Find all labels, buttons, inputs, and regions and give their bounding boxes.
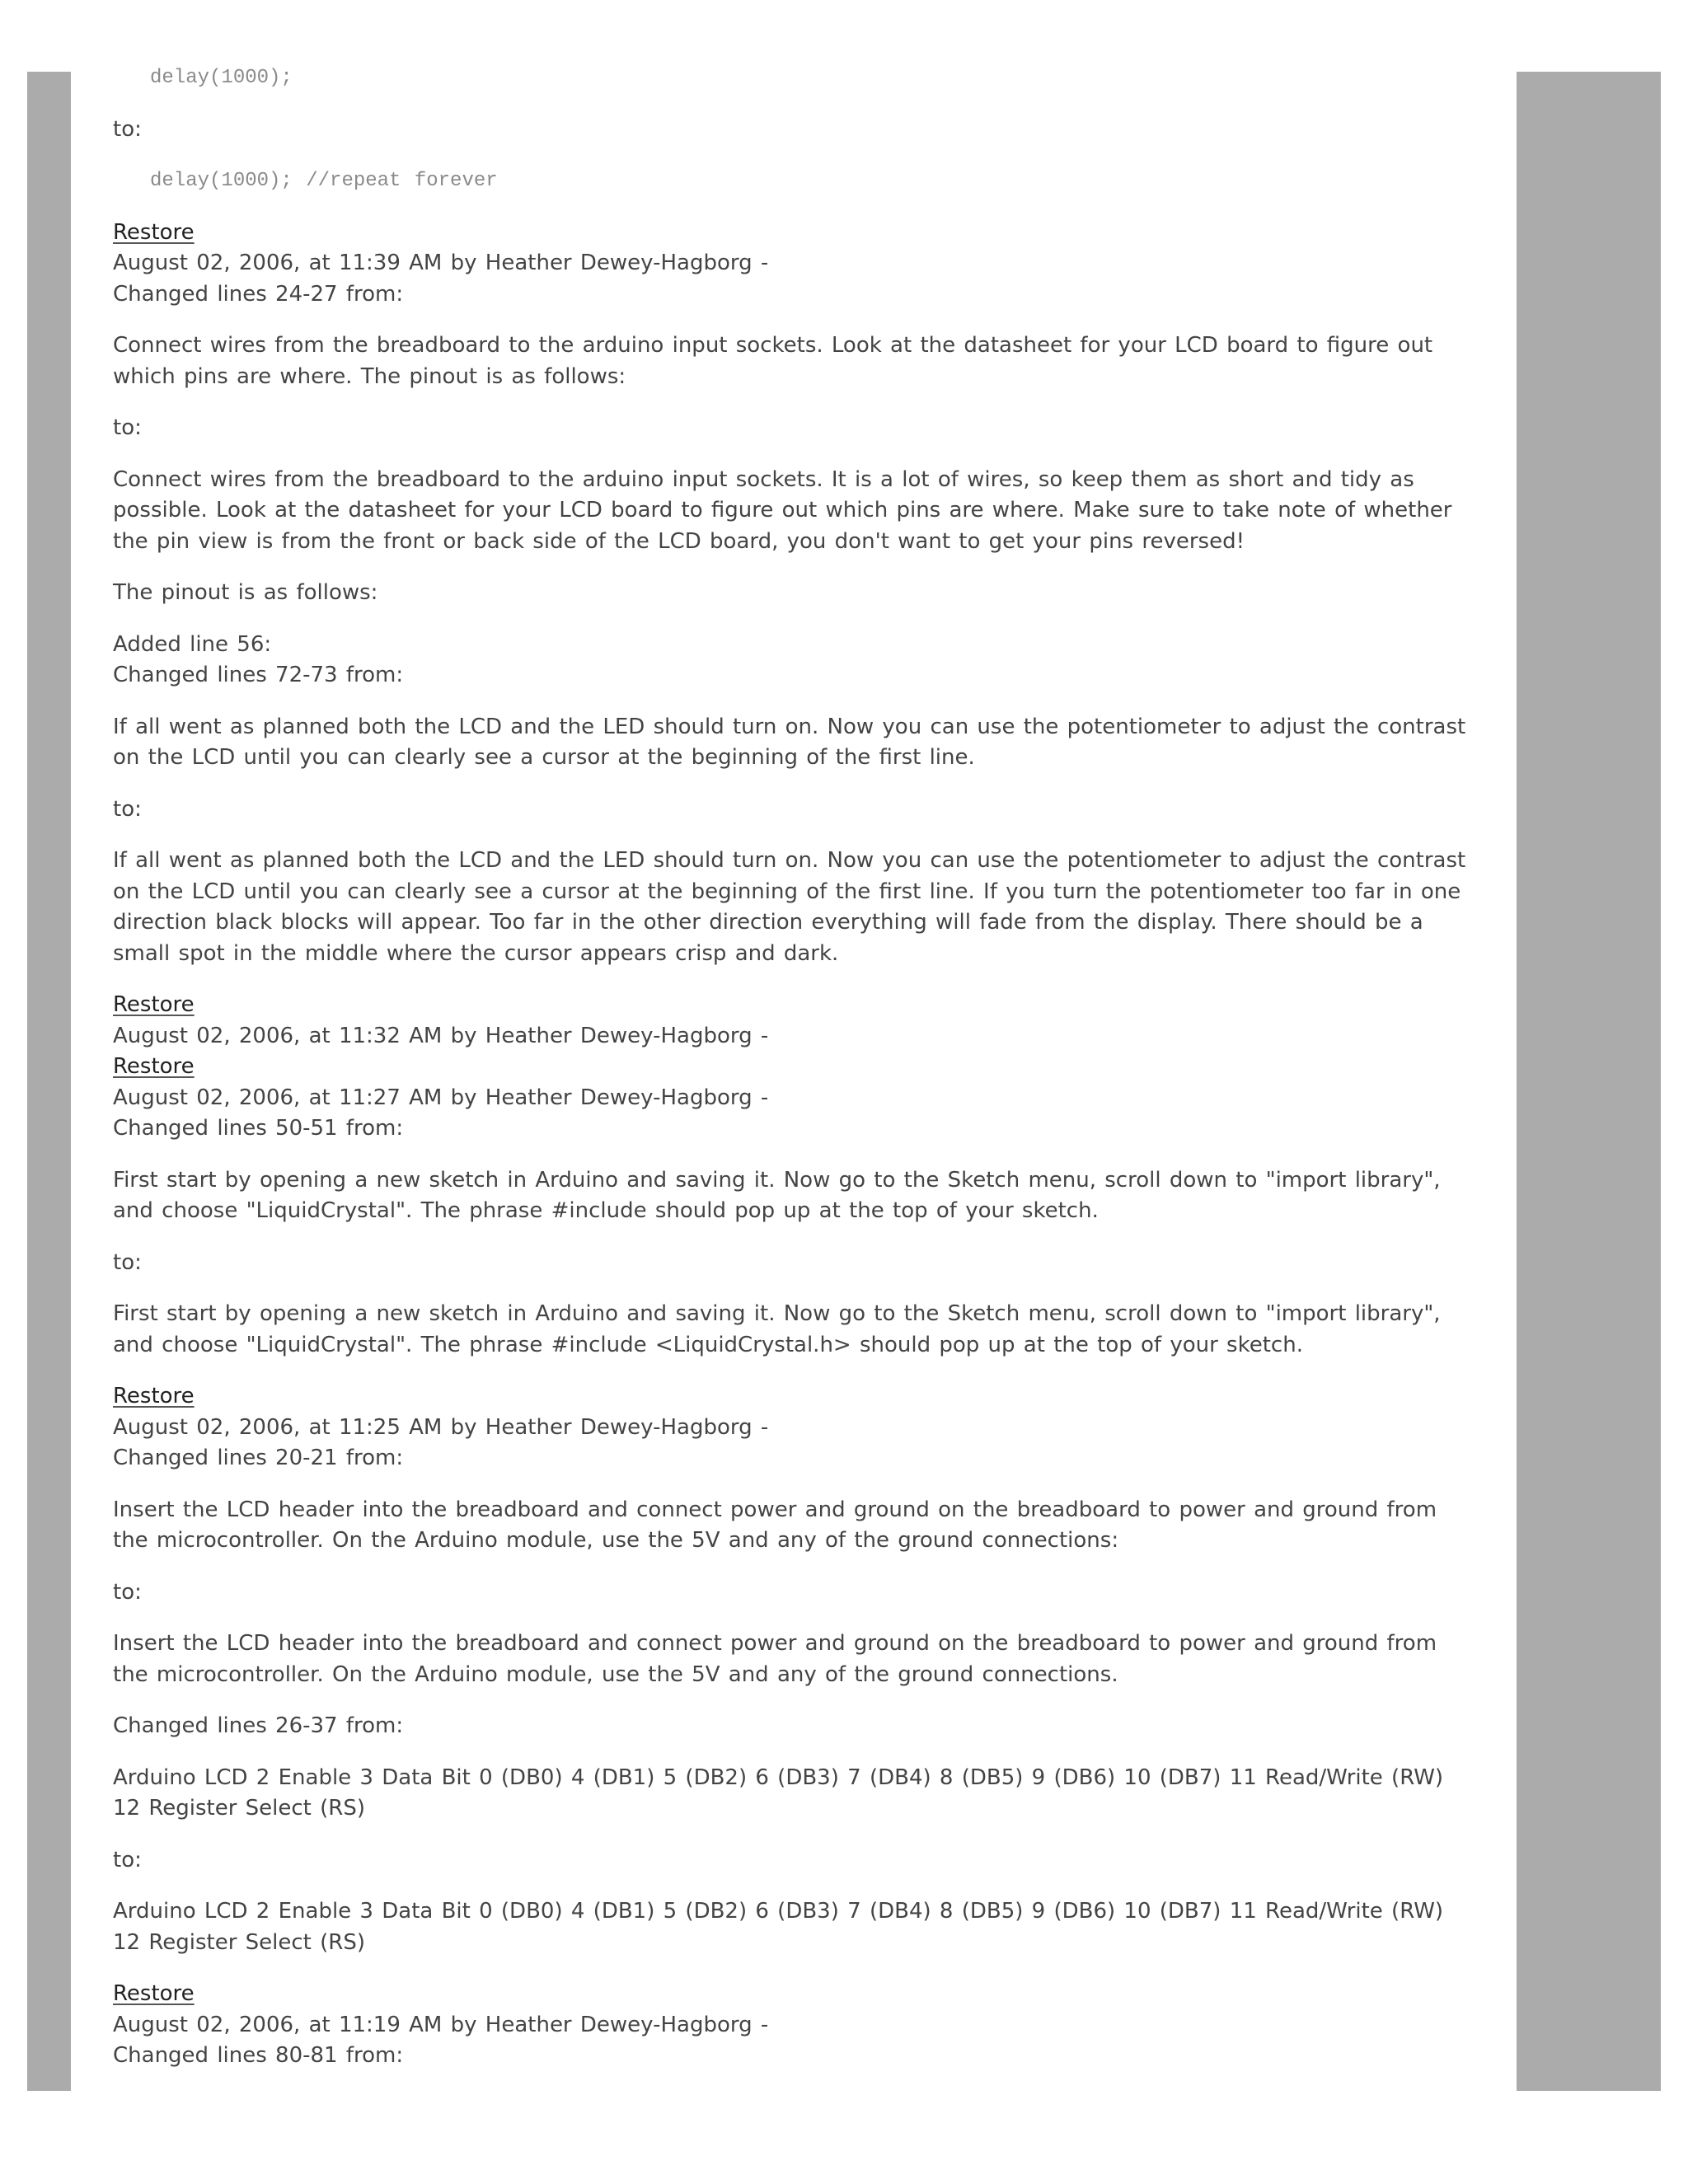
restore-link[interactable]: Restore: [113, 992, 195, 1017]
restore-link-row: [113, 218, 1473, 249]
diff-new-text: The pinout is as follows:: [113, 580, 378, 605]
diff-heading: Changed lines 80-81 from:: [113, 2043, 404, 2068]
to-label: to:: [113, 1847, 142, 1872]
to-label: to:: [113, 1579, 142, 1605]
restore-link-row: [113, 1381, 1473, 1413]
diff-heading: Changed lines 24-27 from:: [113, 281, 404, 307]
diff-old-text: If all went as planned both the LCD and the LED should turn on. Now you can use the potentiometer to adjust the contrast on the LCD until you can clearly see a cursor at the beginning of the first line.: [113, 714, 1466, 770]
restore-link-row: [113, 1052, 1473, 1083]
diff-new-text: If all went as planned both the LCD and the LED should turn on. Now you can use the potentiometer to adjust the contrast on the LCD until you can clearly see a cursor at the beginning of the first line. If you turn the potentiometer too far in one direction black blocks will appear. Too far in the other direction everything will fade from the display. There should be a small spot in the middle where the cursor appears crisp and dark.: [113, 848, 1466, 966]
revision-meta: August 02, 2006, at 11:32 AM by Heather Dewey-Hagborg -: [113, 1023, 769, 1048]
diff-old-text: Insert the LCD header into the breadboard and connect power and ground on the breadboard to power and ground from the microcontroller. On the Arduino module, use the 5V and any of the ground connections:: [113, 1497, 1437, 1553]
history-entry: [113, 1381, 1473, 1958]
history-entry: [113, 218, 1473, 970]
revision-meta: August 02, 2006, at 11:39 AM by Heather Dewey-Hagborg -: [113, 251, 769, 275]
history-entry: [113, 1979, 1473, 2072]
diff-heading: Changed lines 50-51 from:: [113, 1116, 404, 1141]
to-label: to:: [113, 415, 142, 440]
right-side-bar: [1517, 72, 1661, 2091]
to-label: to:: [113, 796, 142, 822]
to-label: to:: [113, 1249, 142, 1275]
diff-heading: Changed lines 72-73 from:: [113, 663, 404, 687]
code-line: delay(1000); //repeat forever: [150, 170, 498, 192]
diff-old-text: Arduino LCD 2 Enable 3 Data Bit 0 (DB0) 4 (DB1) 5 (DB2) 6 (DB3) 7 (DB4) 8 (DB5) 9 (DB6) 10 (DB7) 11 Read/Write (RW) 12 Register Select (RS): [113, 1765, 1444, 1821]
diff-old-text: Connect wires from the breadboard to the arduino input sockets. Look at the datasheet for your LCD board to figure out which pins are where. The pinout is as follows:: [113, 333, 1433, 389]
diff-heading: Changed lines 20-21 from:: [113, 1446, 404, 1470]
revision-meta: August 02, 2006, at 11:25 AM by Heather Dewey-Hagborg -: [113, 1414, 769, 1440]
left-side-bar: [27, 72, 71, 2091]
revision-meta: August 02, 2006, at 11:27 AM by Heather Dewey-Hagborg -: [113, 1085, 769, 1110]
history-entry: [113, 990, 1473, 1052]
restore-link[interactable]: Restore: [113, 1054, 195, 1079]
diff-heading: Added line 56:: [113, 631, 272, 657]
revision-meta: August 02, 2006, at 11:19 AM by Heather Dewey-Hagborg -: [113, 2012, 769, 2037]
code-line: delay(1000);: [150, 67, 293, 89]
diff-new-text: Insert the LCD header into the breadboard and connect power and ground on the breadboard to power and ground from the microcontroller. On the Arduino module, use the 5V and any of the ground connections.: [113, 1631, 1437, 1687]
diff-heading: Changed lines 26-37 from:: [113, 1713, 404, 1738]
restore-link-row: [113, 990, 1473, 1021]
diff-new-text: First start by opening a new sketch in Arduino and saving it. Now go to the Sketch menu, scroll down to "import library", and choose "LiquidCrystal". The phrase #include <LiquidCrystal.h> should pop up at the top of your sketch.: [113, 1301, 1441, 1357]
to-label: to:: [113, 116, 142, 142]
diff-new-text: Connect wires from the breadboard to the arduino input sockets. It is a lot of wires, so keep them as short and tidy as possible. Look at the datasheet for your LCD board to figure out which pins are where. Make sure to take note of whether the pin view is from the front or back side of the LCD board, you don't want to get your pins reversed!: [113, 466, 1452, 554]
diff-old-text: First start by opening a new sketch in Arduino and saving it. Now go to the Sketch menu, scroll down to "import library", and choose "LiquidCrystal". The phrase #include should pop up at the top of your sketch.: [113, 1167, 1441, 1223]
history-entry: [113, 1052, 1473, 1361]
page-history-content: [113, 63, 1473, 2072]
diff-new-text: Arduino LCD 2 Enable 3 Data Bit 0 (DB0) 4 (DB1) 5 (DB2) 6 (DB3) 7 (DB4) 8 (DB5) 9 (DB6) 10 (DB7) 11 Read/Write (RW) 12 Register Select (RS): [113, 1899, 1444, 1955]
restore-link-row: [113, 1979, 1473, 2010]
restore-link[interactable]: Restore: [113, 219, 195, 245]
restore-link[interactable]: Restore: [113, 1384, 195, 1408]
restore-link[interactable]: Restore: [113, 1981, 195, 2006]
